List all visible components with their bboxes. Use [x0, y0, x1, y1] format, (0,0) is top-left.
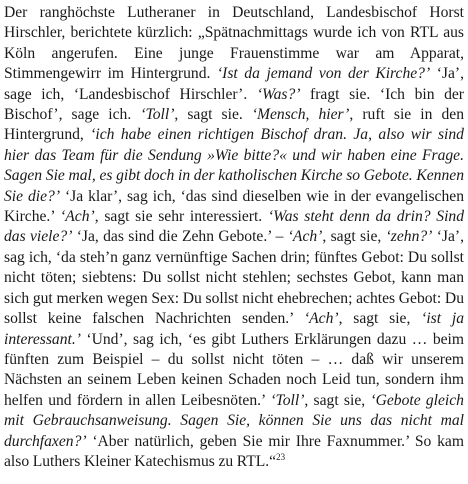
text-run: , sagt sie, [304, 391, 371, 409]
italic-text-run: ‘ich habe einen richtigen Bischof dran. Ja, also wir sind hier das Team für die Sendung »Wie bitte?« und wir haben eine Frage. Sagen Sie mal, es gibt doch in der katholischen Kirche so Gebote. Kennen Sie die?’ [4, 126, 464, 205]
italic-text-run: ‘Was?’ [256, 85, 301, 103]
text-run: , sagt sie, [322, 228, 386, 246]
text-run: , sagt sie, [338, 310, 422, 328]
italic-text-run: ‘Toll’ [270, 391, 305, 409]
text-run: ‘Aber natürlich, geben Sie mir Ihre Faxnummer.’ So kam also Luthers Kleiner Katechismus zu RTL.“ [4, 432, 464, 470]
italic-text-run: ‘Toll’ [140, 106, 175, 124]
italic-text-run: ‘zehn?’ [385, 228, 433, 246]
italic-text-run: ‘Ist da jemand von der Kirche?’ [216, 65, 431, 83]
text-run: , ruft sie in den Hintergrund, [4, 106, 464, 144]
italic-text-run: ‘Ach’ [287, 228, 323, 246]
italic-text-run: ‘Gebote gleich mit Gebrauchsanweisung. Sagen Sie, können Sie uns das nicht mal durchfaxen?’ [4, 391, 464, 450]
italic-text-run: ‘Mensch, hier’ [251, 106, 350, 124]
footnote-reference: 23 [276, 451, 286, 462]
text-run: ‘Ja klar’, sag ich, ‘das sind dieselben wie in der evangelischen Kirche.’ [4, 187, 464, 226]
italic-text-run: ‘Ach’ [303, 310, 339, 328]
document-paragraph [4, 3, 464, 472]
text-run: fragt sie. ‘Ich bin der Bischof’, sage ich. [4, 85, 464, 124]
italic-text-run: ‘Ach’ [60, 208, 95, 226]
text-run: ‘Und’, sag ich, ‘es gibt Luthers Erklärungen dazu … beim fünften zum Beispiel – du sollst nicht töten – … daß wir unserem Nächsten an seinem Leben keinen Schaden noch Leid tun, sondern ihm helfen und fördern in allen Leibesnöten.’ [4, 330, 464, 409]
text-run: ‘Ja’, sag ich, ‘da steh’n ganz vernünftige Sachen drin; fünftes Gebot: Du sollst nicht töten; siebtens: Du sollst nicht stehlen; sechstes Gebot, kann man sich gut merken wegen Sex: Du sollst nicht ehebrechen; achtes Gebot: Du sollst keine falschen Nachrichten senden.’ [4, 228, 464, 328]
italic-text-run: ‘ist ja interessant.’ [4, 310, 464, 348]
text-run: ‘Ja, das sind die Zehn Gebote.’ – [72, 228, 288, 246]
text-run: ‘Ja’, sage ich, ‘Landesbischof Hirschler’. [4, 65, 464, 103]
text-run: Der ranghöchste Lutheraner in Deutschland, Landesbischof Horst Hirschler, berichtete kürzlich: „Spätnachmittags wurde ich von RTL aus Köln angerufen. Eine junge Frauenstimme war am Apparat, Stimmengewirr im Hintergrund. [4, 4, 464, 83]
italic-text-run: ‘Was steht denn da drin? Sind das viele?’ [4, 208, 464, 246]
text-run: , sagt sie sehr interessiert. [94, 208, 268, 226]
text-run: , sagt sie. [174, 106, 252, 124]
